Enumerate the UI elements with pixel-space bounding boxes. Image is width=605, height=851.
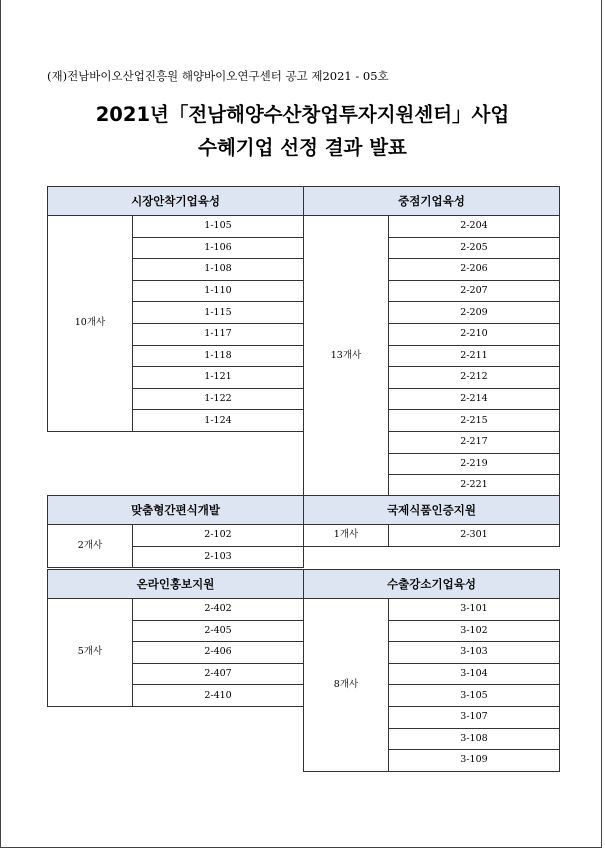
applicant-number: 2-402	[133, 599, 304, 621]
company-count: 2개사	[48, 525, 133, 568]
section-title: 중점기업육성	[304, 187, 560, 216]
applicant-number: 2-217	[389, 431, 560, 453]
applicant-number: 2-206	[389, 259, 560, 281]
applicant-number: 2-406	[133, 642, 304, 664]
applicant-number: 1-106	[133, 237, 304, 259]
section-title: 시장안착기업육성	[48, 187, 304, 216]
page-subtitle: 수혜기업 선정 결과 발표	[198, 136, 407, 159]
applicant-number: 3-101	[389, 599, 560, 621]
applicant-number: 1-118	[133, 345, 304, 367]
applicant-number: 2-212	[389, 367, 560, 389]
applicant-number: 2-102	[133, 525, 304, 547]
applicant-number: 2-301	[389, 525, 560, 547]
table-row	[304, 216, 560, 238]
applicant-number: 2-211	[389, 345, 560, 367]
applicant-number: 1-121	[133, 367, 304, 389]
table-intl-cert	[303, 495, 560, 547]
applicant-number: 3-109	[389, 750, 560, 772]
applicant-number: 2-405	[133, 620, 304, 642]
applicant-number: 2-204	[389, 216, 560, 238]
applicant-number: 2-407	[133, 663, 304, 685]
applicant-number: 2-215	[389, 410, 560, 432]
applicant-number: 2-207	[389, 280, 560, 302]
applicant-number: 1-124	[133, 410, 304, 432]
applicant-number: 3-105	[389, 685, 560, 707]
table-custom-dev	[47, 495, 304, 568]
company-count: 8개사	[304, 599, 389, 772]
applicant-number: 3-107	[389, 706, 560, 728]
table-market-entry	[47, 186, 304, 432]
table-export	[303, 569, 560, 772]
applicant-number: 1-110	[133, 280, 304, 302]
table-online-promo	[47, 569, 304, 707]
page-title: 2021년「전남해양수산창업투자지원센터」사업	[95, 103, 510, 126]
applicant-number: 2-210	[389, 323, 560, 345]
applicant-number: 1-108	[133, 259, 304, 281]
applicant-number: 1-117	[133, 323, 304, 345]
applicant-number: 2-205	[389, 237, 560, 259]
company-count: 5개사	[48, 599, 133, 707]
table-row	[48, 525, 304, 547]
applicant-number: 3-104	[389, 663, 560, 685]
company-count: 10개사	[48, 216, 133, 432]
section-title: 맞춤형간편식개발	[48, 496, 304, 525]
company-count: 13개사	[304, 216, 389, 497]
company-count: 1개사	[304, 525, 389, 547]
section-title: 국제식품인증지원	[304, 496, 560, 525]
applicant-number: 2-214	[389, 388, 560, 410]
applicant-number: 3-102	[389, 620, 560, 642]
table-row	[48, 599, 304, 621]
section-title: 온라인홍보지원	[48, 570, 304, 599]
applicant-number: 3-103	[389, 642, 560, 664]
table-row	[48, 216, 304, 238]
section-title: 수출강소기업육성	[304, 570, 560, 599]
applicant-number: 3-108	[389, 728, 560, 750]
applicant-number: 1-115	[133, 302, 304, 324]
applicant-number: 1-105	[133, 216, 304, 238]
table-row	[304, 599, 560, 621]
notice-number: (재)전남바이오산업진흥원 해양바이오연구센터 공고 제2021 - 05호	[47, 69, 389, 83]
applicant-number: 2-209	[389, 302, 560, 324]
table-midsize	[303, 186, 560, 497]
applicant-number: 2-410	[133, 685, 304, 707]
table-row	[304, 525, 560, 547]
applicant-number: 2-221	[389, 475, 560, 497]
applicant-number: 2-103	[133, 546, 304, 568]
applicant-number: 2-219	[389, 453, 560, 475]
applicant-number: 1-122	[133, 388, 304, 410]
